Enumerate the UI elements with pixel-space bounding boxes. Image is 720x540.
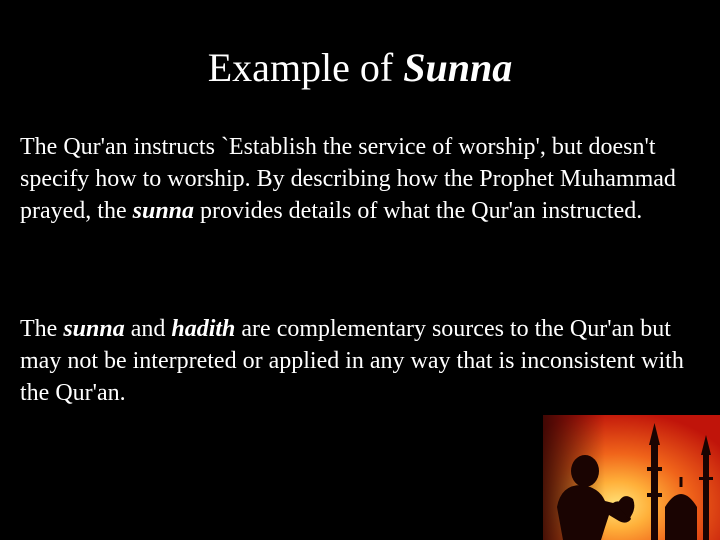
paragraph-1-emphasis-sunna: sunna <box>132 198 195 224</box>
title-emphasis: Sunna <box>403 45 513 90</box>
paragraph-1-text-a: The Qur'an instructs `Establish the service of worship', but doesn't specify how to worship. By describing how the Prophet Muhammad prayed, the <box>20 134 676 224</box>
praying-silhouette-illustration <box>543 415 720 540</box>
paragraph-2-text-a: The <box>20 316 64 342</box>
slide-title <box>0 44 720 92</box>
paragraph-2-emphasis-sunna: sunna <box>63 316 125 342</box>
paragraph-2 <box>20 313 710 409</box>
paragraph-1 <box>20 131 710 227</box>
praying-silhouette-image <box>543 415 720 540</box>
paragraph-2-text-c: are complementary sources to the Qur'an but may not be interpreted or applied in any way that is inconsistent with the Qur'an. <box>20 316 684 406</box>
paragraph-2-text-b: and <box>124 316 172 342</box>
paragraph-1-text-b: provides details of what the Qur'an instructed. <box>194 198 643 224</box>
title-prefix: Example of <box>207 45 404 90</box>
paragraph-2-emphasis-hadith: hadith <box>171 316 236 342</box>
